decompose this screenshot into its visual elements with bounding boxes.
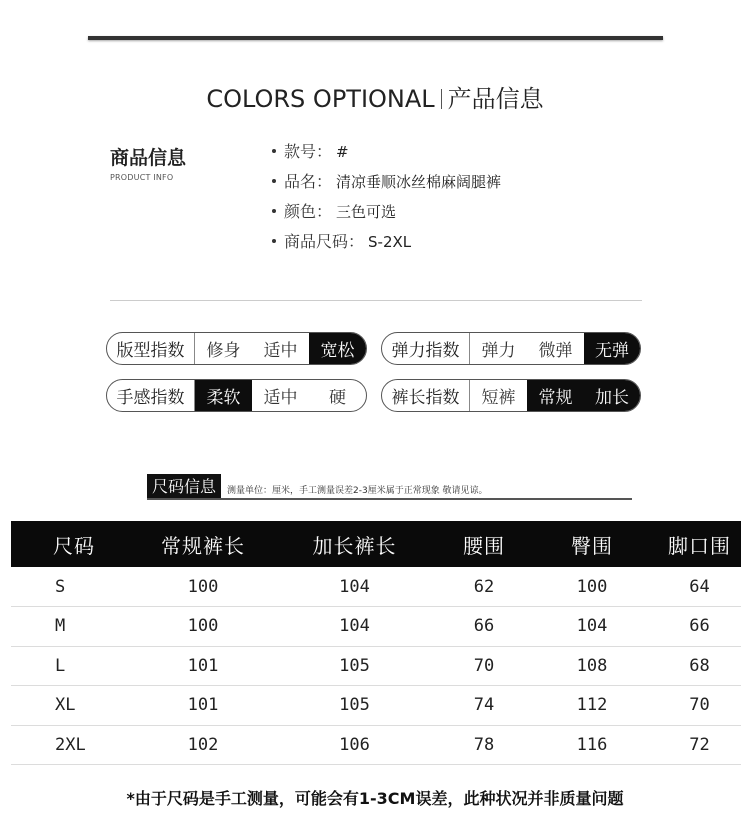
table-row — [11, 686, 741, 726]
column-header: 尺码 — [11, 521, 139, 567]
table-row — [11, 725, 741, 765]
info-key: 品名： — [284, 172, 333, 191]
table-cell: 78 — [442, 725, 526, 765]
size-info-header — [147, 474, 632, 500]
info-key: 颜色： — [284, 202, 333, 221]
info-value: S-2XL — [368, 233, 412, 251]
product-info-label — [110, 143, 186, 182]
hand-feel-index-scale — [106, 379, 367, 412]
scale-option: 适中 — [263, 341, 298, 361]
table-cell: 104 — [526, 607, 658, 647]
scale-option: 适中 — [263, 388, 298, 408]
column-header: 常规裤长 — [139, 521, 267, 567]
table-row — [11, 567, 741, 607]
product-info-list — [272, 140, 501, 260]
section-divider — [110, 300, 642, 301]
scale-option: 修身 — [206, 341, 241, 361]
scale-option: 常规 — [527, 380, 584, 411]
scale-option: 微弹 — [538, 341, 573, 361]
table-cell: 70 — [658, 686, 741, 726]
table-cell: XL — [11, 686, 139, 726]
scale-name: 裤长指数 — [382, 380, 470, 411]
table-cell: 104 — [267, 567, 442, 607]
scale-option: 宽松 — [309, 333, 366, 364]
title-chinese: 产品信息 — [447, 85, 544, 113]
bullet-icon — [272, 179, 276, 183]
scale-name: 版型指数 — [107, 333, 195, 364]
bullet-icon — [272, 209, 276, 213]
info-key: 商品尺码： — [284, 232, 365, 251]
disclaimer-footnote: *由于尺码是手工测量，可能会有1-3CM误差，此种状况并非质量问题 — [126, 789, 624, 808]
table-cell: L — [11, 646, 139, 686]
scale-option: 硬 — [329, 388, 346, 408]
title-separator — [441, 89, 442, 109]
table-cell: 100 — [139, 607, 267, 647]
table-cell: 66 — [658, 607, 741, 647]
scale-option: 弹力 — [481, 341, 516, 361]
table-cell: 102 — [139, 725, 267, 765]
elasticity-index-scale — [381, 332, 641, 365]
bullet-icon — [272, 239, 276, 243]
fit-index-scale — [106, 332, 367, 365]
product-info-label-en: PRODUCT INFO — [110, 173, 174, 182]
bullet-icon — [272, 149, 276, 153]
info-item-product-name — [272, 170, 501, 200]
table-cell: 74 — [442, 686, 526, 726]
info-item-style-no — [272, 140, 501, 170]
info-key: 款号： — [284, 142, 333, 161]
table-cell: 70 — [442, 646, 526, 686]
table-cell: 66 — [442, 607, 526, 647]
table-cell: 100 — [526, 567, 658, 607]
scale-option: 短裤 — [481, 388, 516, 408]
size-table — [11, 521, 741, 765]
info-item-size-range — [272, 230, 501, 260]
info-item-color — [272, 200, 501, 230]
table-cell: 62 — [442, 567, 526, 607]
table-cell: 112 — [526, 686, 658, 726]
measurement-note: 测量单位：厘米，手工测量误差2-3厘米属于正常现象 敬请见谅。 — [227, 486, 488, 496]
size-info-underline — [147, 498, 632, 500]
scale-option: 无弹 — [584, 333, 640, 364]
table-cell: 108 — [526, 646, 658, 686]
scale-name: 手感指数 — [107, 380, 195, 411]
title-english: COLORS OPTIONAL — [206, 85, 435, 113]
table-cell: 116 — [526, 725, 658, 765]
table-cell: 68 — [658, 646, 741, 686]
length-index-scale — [381, 379, 641, 412]
table-cell: 104 — [267, 607, 442, 647]
column-header: 加长裤长 — [267, 521, 442, 567]
size-info-tag: 尺码信息 — [147, 474, 221, 499]
info-value: 清凉垂顺冰丝棉麻阔腿裤 — [336, 173, 502, 191]
size-table-header-row — [11, 521, 741, 567]
table-row — [11, 646, 741, 686]
column-header: 腰围 — [442, 521, 526, 567]
info-value: # — [336, 143, 349, 161]
page-title — [0, 79, 750, 114]
top-divider — [88, 36, 663, 40]
table-cell: 105 — [267, 646, 442, 686]
scale-option: 柔软 — [195, 380, 252, 411]
table-cell: S — [11, 567, 139, 607]
table-cell: 64 — [658, 567, 741, 607]
table-cell: 106 — [267, 725, 442, 765]
table-cell: 100 — [139, 567, 267, 607]
table-cell: M — [11, 607, 139, 647]
table-cell: 2XL — [11, 725, 139, 765]
column-header: 臀围 — [526, 521, 658, 567]
product-info-label-cn: 商品信息 — [110, 147, 187, 169]
table-cell: 105 — [267, 686, 442, 726]
column-header: 脚口围 — [658, 521, 741, 567]
table-cell: 101 — [139, 646, 267, 686]
table-cell: 72 — [658, 725, 741, 765]
table-cell: 101 — [139, 686, 267, 726]
table-row — [11, 607, 741, 647]
scale-option: 加长 — [584, 380, 640, 411]
scale-name: 弹力指数 — [382, 333, 470, 364]
info-value: 三色可选 — [336, 203, 397, 221]
